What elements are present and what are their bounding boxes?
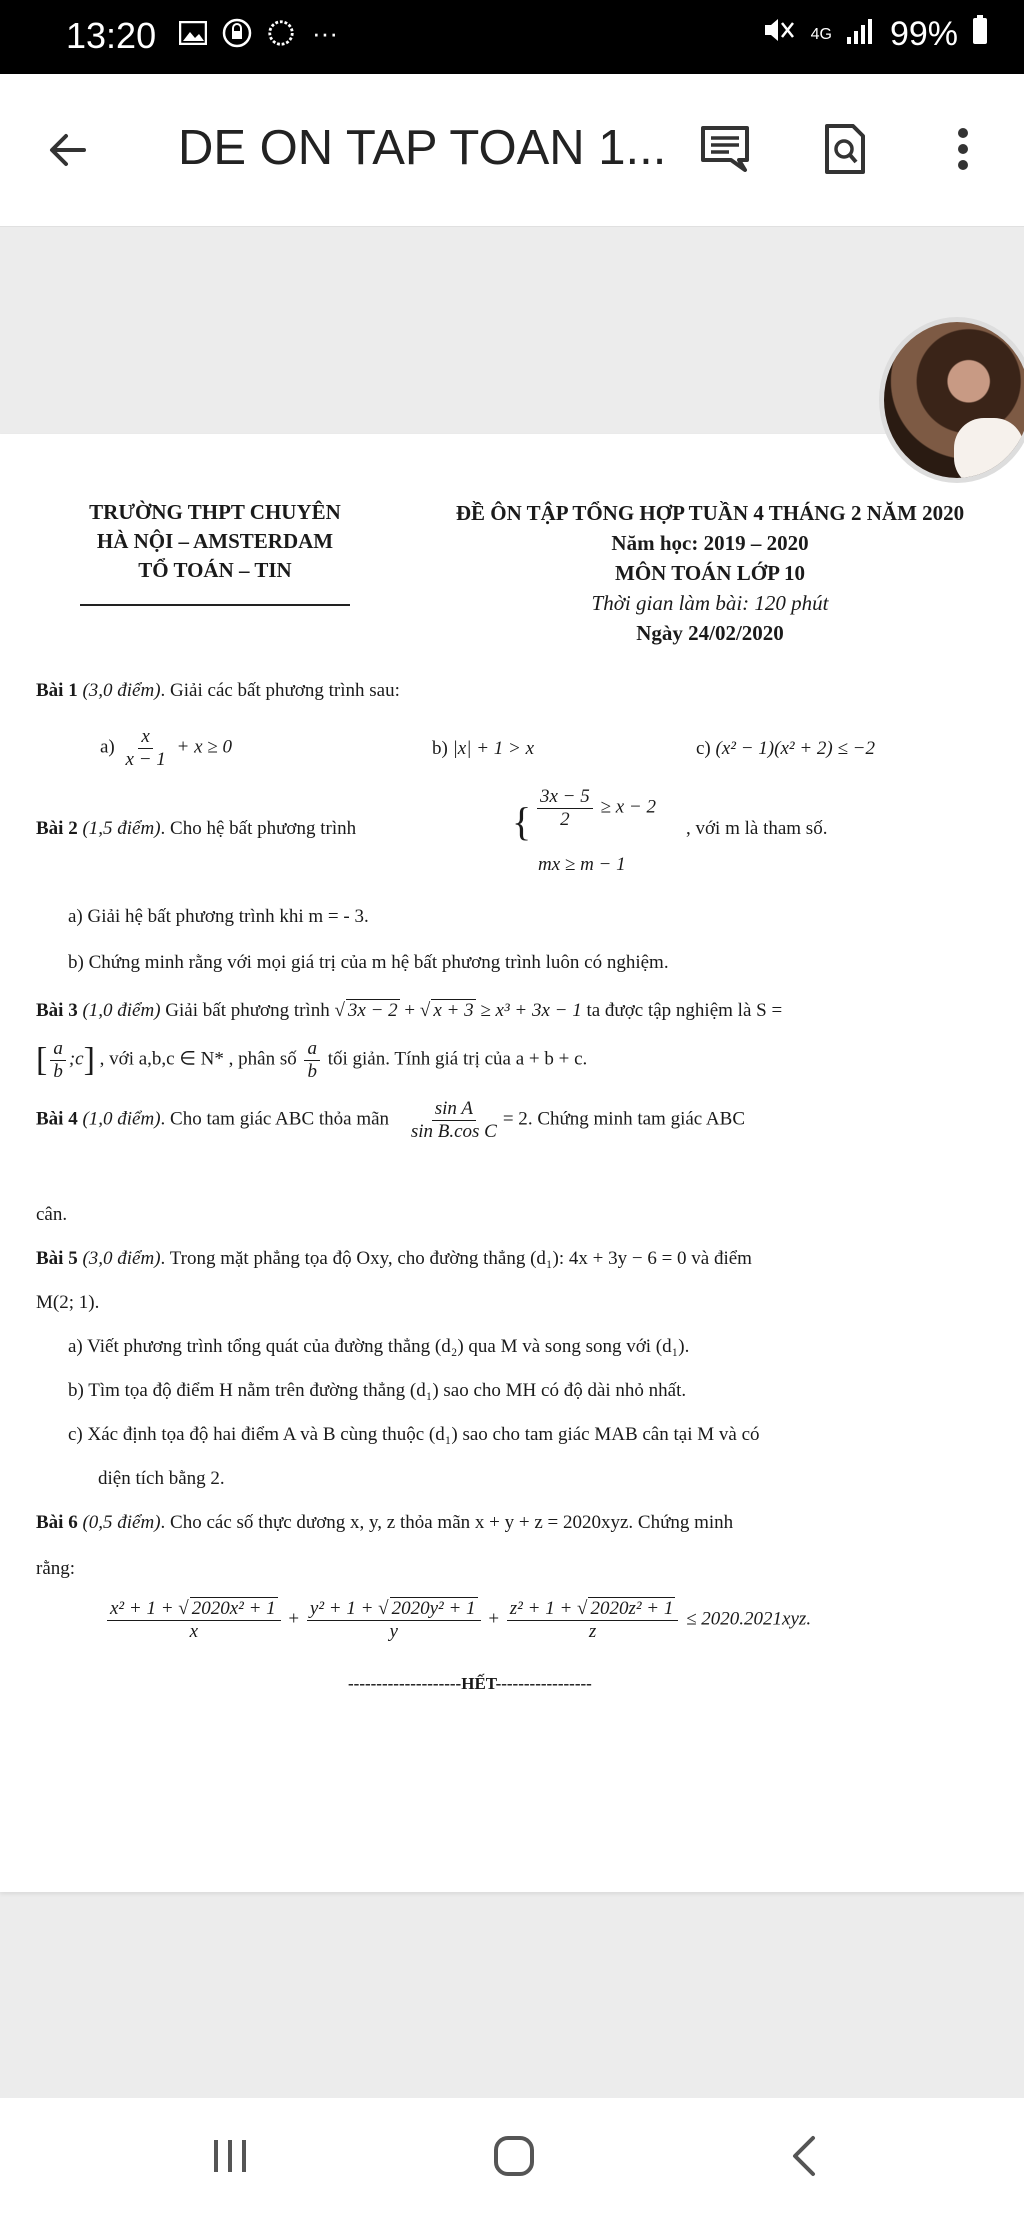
problem-5-line-2: M(2; 1). bbox=[36, 1292, 100, 1313]
network-type: 4G bbox=[810, 25, 832, 43]
more-vert-icon[interactable] bbox=[928, 114, 998, 184]
school-city: HÀ NỘI – AMSTERDAM bbox=[96, 529, 334, 553]
battery-percent: 99% bbox=[889, 15, 958, 53]
navigation-bar bbox=[0, 2098, 1024, 2217]
problem-2a: a) Giải hệ bất phương trình khi m = - 3. bbox=[68, 906, 369, 927]
header-divider bbox=[80, 604, 350, 606]
lock-icon bbox=[222, 18, 252, 48]
problem-4-line-1: Bài 4 (1,0 điểm). Cho tam giác ABC thỏa mãn $\frac{\text{sin A}}{\text{sin B.cos C}}$ = 2. Chứng minh tam giác ABC bbox=[36, 1098, 745, 1142]
status-bar bbox=[0, 0, 1024, 74]
system-tail: , với m là tham số. bbox=[686, 818, 828, 839]
problem-6-inequality: $\frac{\text{x² + 1 + √ 2020x² + 1}}{x}$ + $\frac{\text{y² + 1 + √ 2020y² + 1}}{y}$ + $\frac{\text{z² + 1 + √ 2020z² + 1}}{z}$ ≤ 2020.2021xyz. bbox=[104, 1598, 811, 1643]
mute-icon bbox=[763, 15, 797, 54]
problem-5a: a) Viết phương trình tổng quát của đường thẳng (d₂) qua M và song song với (d₁). bbox=[68, 1336, 690, 1357]
document-title: DE ON TAP TOAN 1... bbox=[178, 121, 667, 175]
avatar[interactable] bbox=[884, 322, 1024, 478]
problem-1-heading: Bài 1 (3,0 điểm). Giải các bất phương trình sau: bbox=[36, 680, 400, 701]
exam-duration: Thời gian làm bài: 120 phút bbox=[591, 591, 829, 615]
recents-icon[interactable] bbox=[200, 2126, 260, 2186]
exam-title: ĐỀ ÔN TẬP TỔNG HỢP TUẦN 4 THÁNG 2 NĂM 2020 bbox=[455, 501, 965, 525]
gallery-icon bbox=[178, 18, 208, 48]
system-row-1: $\frac{3x - 5}{2}$ ≥ x − 2 bbox=[534, 786, 656, 831]
arrow-left-icon[interactable] bbox=[40, 122, 96, 178]
problem-5c-line-2: diện tích bằng 2. bbox=[98, 1468, 225, 1489]
exam-header bbox=[400, 498, 1020, 648]
sync-icon bbox=[266, 18, 296, 48]
app-bar bbox=[0, 74, 1024, 227]
problem-1c: c) (x² − 1)(x² + 2) ≤ −2 bbox=[696, 738, 875, 759]
problem-5c-line-1: c) Xác định tọa độ hai điểm A và B cùng thuộc (d₁) sao cho tam giác MAB cân tại M và có bbox=[68, 1424, 760, 1445]
search-document-icon[interactable] bbox=[810, 114, 880, 184]
school-header bbox=[50, 498, 380, 585]
home-icon[interactable] bbox=[484, 2126, 544, 2186]
problem-6-line-2: rằng: bbox=[36, 1558, 76, 1579]
exam-date: Ngày 24/02/2020 bbox=[636, 621, 784, 645]
signal-icon bbox=[846, 15, 876, 54]
problem-6-line-1: Bài 6 (0,5 điểm). Cho các số thực dương x, y, z thỏa mãn x + y + z = 2020xyz. Chứng minh bbox=[36, 1512, 734, 1533]
problem-2-heading: Bài 2 (1,5 điểm). Cho hệ bất phương trình bbox=[36, 818, 357, 839]
problem-3-line-1: Bài 3 (1,0 điểm) Giải bất phương trình √ 3x − 2 + √ x + 3 ≥ x³ + 3x − 1 ta được tập nghiệm là S = bbox=[36, 1000, 783, 1021]
problem-2b: b) Chứng minh rằng với mọi giá trị của m hệ bất phương trình luôn có nghiệm. bbox=[68, 952, 669, 973]
problem-5-line-1: Bài 5 (3,0 điểm). Trong mặt phẳng tọa độ Oxy, cho đường thẳng (d₁): 4x + 3y − 6 = 0 và điểm bbox=[36, 1248, 752, 1269]
school-year: Năm học: 2019 – 2020 bbox=[611, 531, 809, 555]
problem-1b: b) |x| + 1 > x bbox=[432, 738, 535, 759]
problem-4-line-2: cân. bbox=[36, 1204, 68, 1225]
status-time: 13:20 bbox=[66, 15, 157, 56]
subject: MÔN TOÁN LỚP 10 bbox=[615, 561, 805, 585]
document-page bbox=[0, 434, 1024, 1892]
system-brace: { bbox=[512, 799, 532, 844]
battery-icon bbox=[972, 15, 988, 54]
comments-icon[interactable] bbox=[690, 114, 760, 184]
problem-3-line-2: [ $\frac{a}{b}$ ;c] , với a,b,c ∈ N* , phân số $\frac{a}{b}$ tối giản. Tính giá trị của a + b + c. bbox=[36, 1038, 588, 1082]
more-notifications-icon: ··· bbox=[312, 17, 338, 48]
end-marker: --------------------HẾT----------------- bbox=[348, 1674, 592, 1693]
department: TỔ TOÁN – TIN bbox=[138, 558, 292, 582]
school-name: TRƯỜNG THPT CHUYÊN bbox=[89, 500, 341, 524]
back-icon[interactable] bbox=[774, 2126, 834, 2186]
system-row-2: mx ≥ m − 1 bbox=[538, 854, 626, 875]
problem-1a: a) $\frac{x}{x - 1}$ + x ≥ 0 bbox=[100, 726, 232, 770]
problem-5b: b) Tìm tọa độ điểm H nằm trên đường thẳng (d₁) sao cho MH có độ dài nhỏ nhất. bbox=[68, 1380, 687, 1401]
